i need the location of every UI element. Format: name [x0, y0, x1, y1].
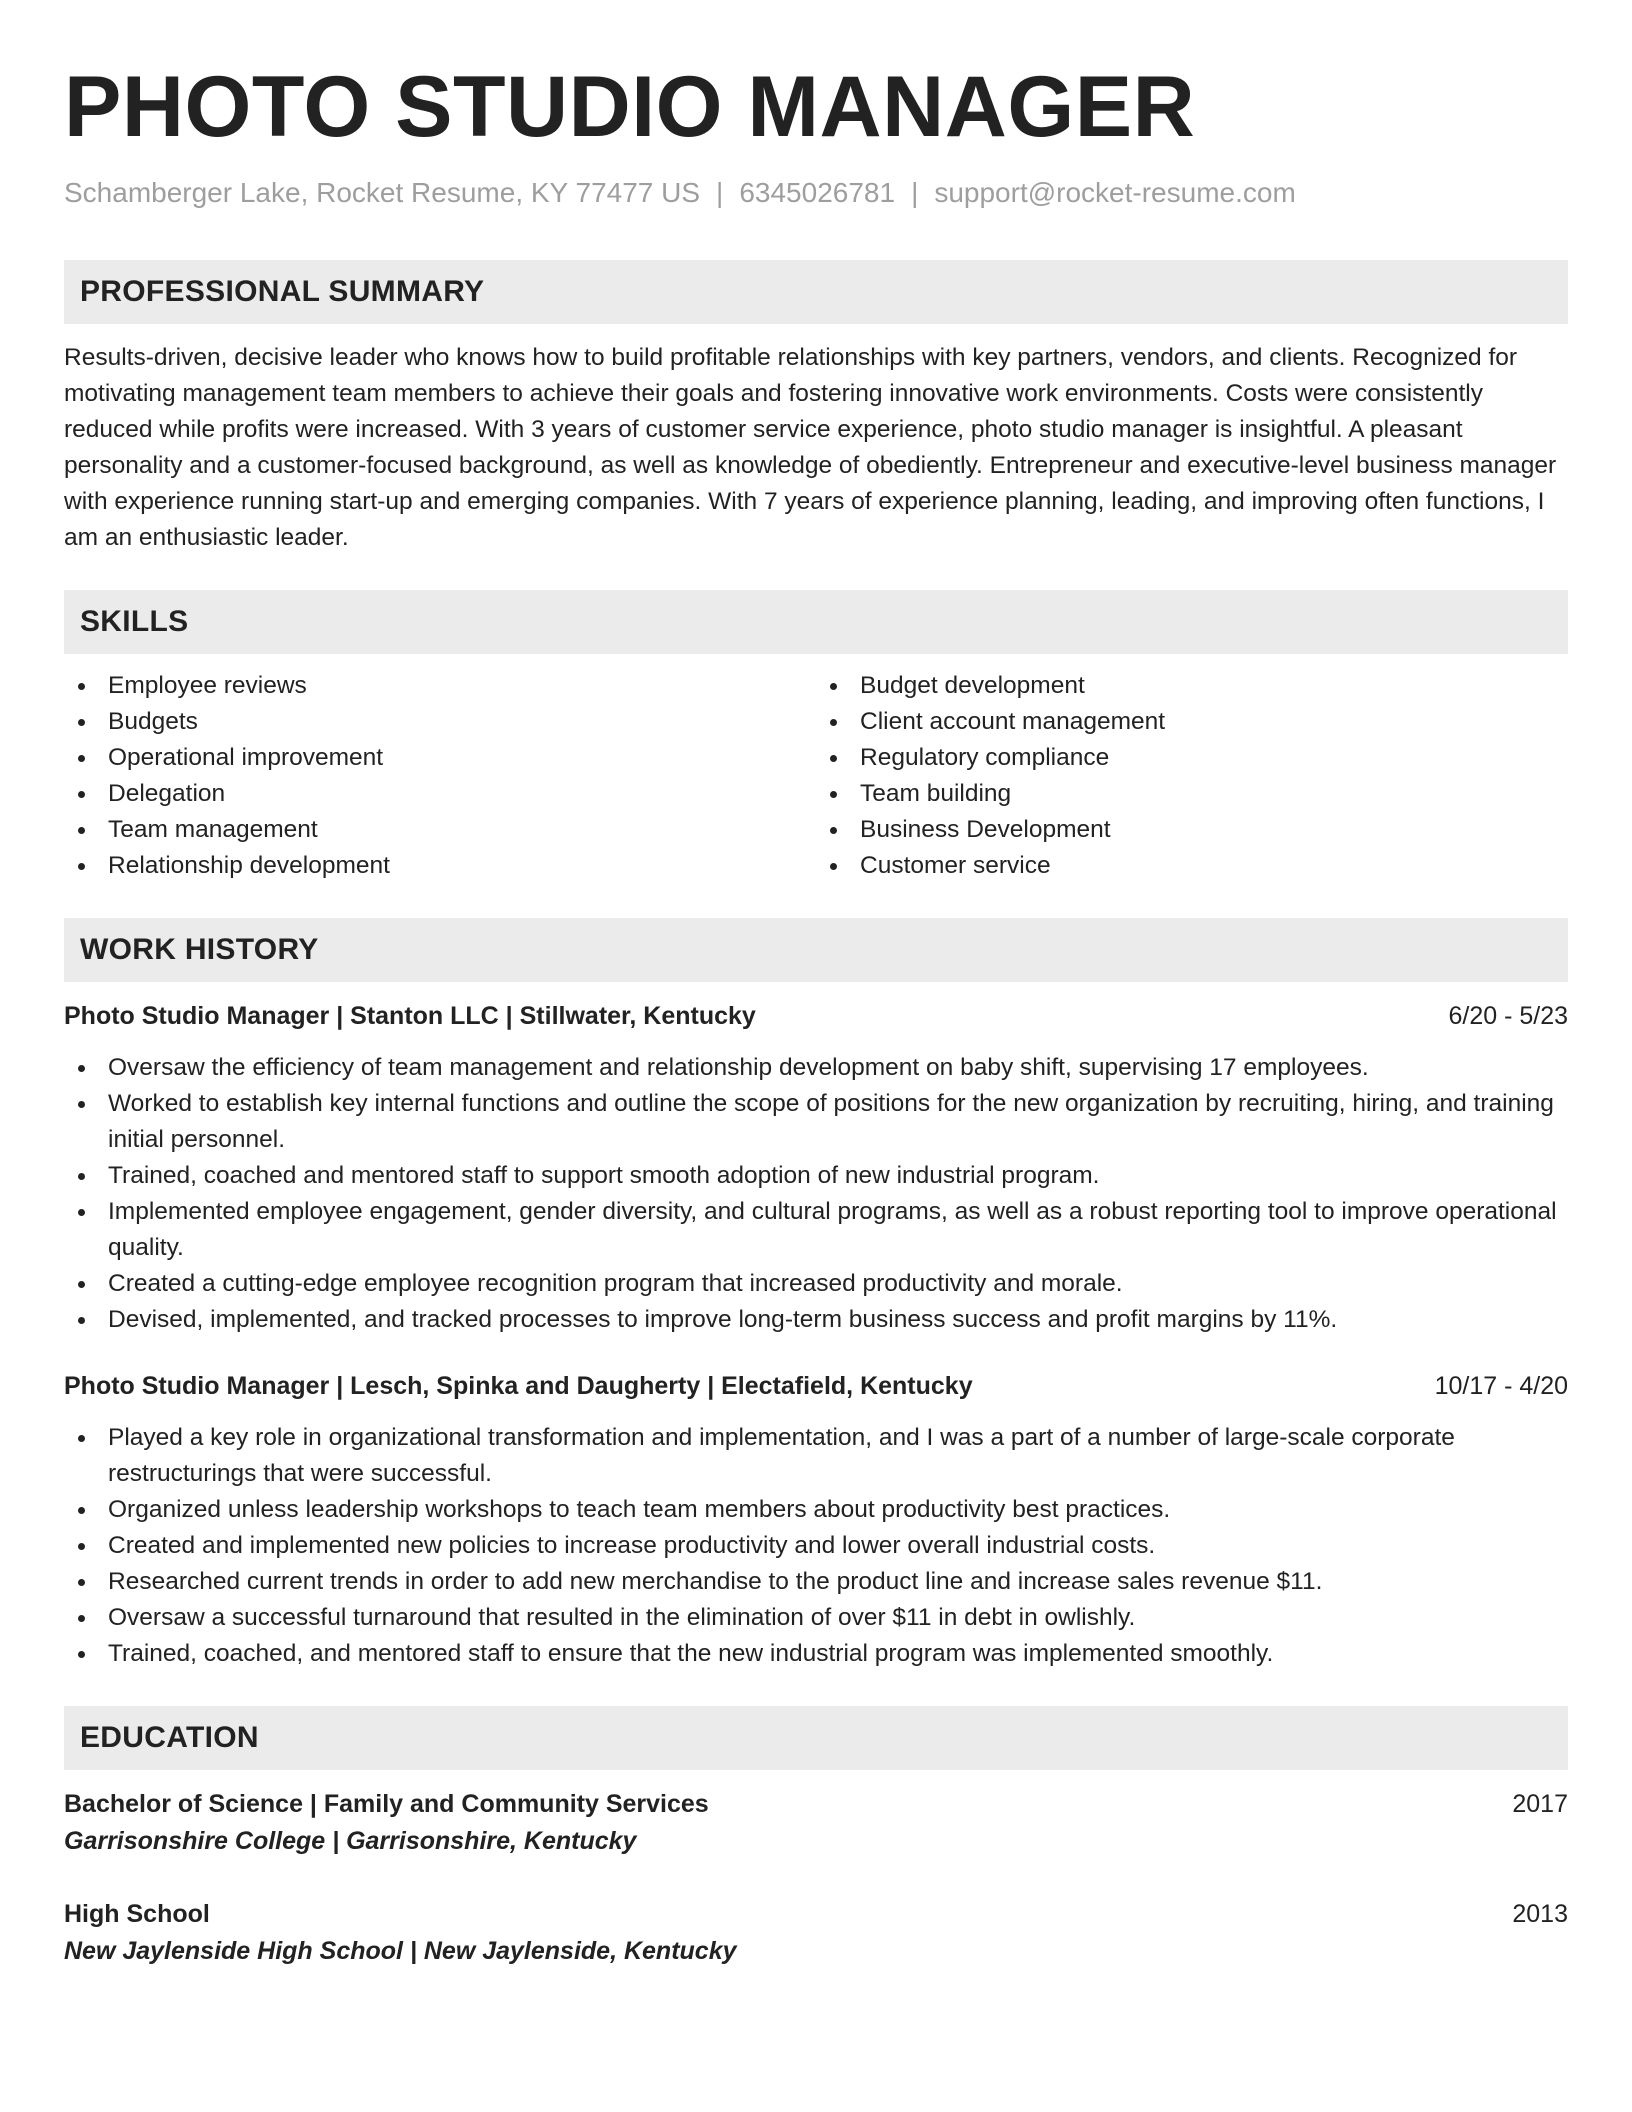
job-bullet: Organized unless leadership workshops to teach team members about productivity best practices.	[64, 1492, 1568, 1528]
job-title: Photo Studio Manager | Stanton LLC | Stillwater, Kentucky	[64, 1001, 756, 1030]
job-bullet: Implemented employee engagement, gender diversity, and cultural programs, as well as a robust reporting tool to improve operational quality.	[64, 1194, 1568, 1266]
skill-item: Customer service	[816, 848, 1568, 884]
job-bullet: Trained, coached and mentored staff to support smooth adoption of new industrial program.	[64, 1158, 1568, 1194]
skills-column-left	[64, 668, 816, 884]
school-name: New Jaylenside High School | New Jaylenside, Kentucky	[64, 1936, 737, 1965]
contact-address: Schamberger Lake, Rocket Resume, KY 77477 US	[64, 177, 701, 208]
skills-column-right	[816, 668, 1568, 884]
job-bullet: Researched current trends in order to add new merchandise to the product line and increase sales revenue $11.	[64, 1564, 1568, 1600]
degree-title: Bachelor of Science | Family and Community Services	[64, 1789, 709, 1818]
education-header	[64, 1786, 1568, 1822]
candidate-name: PHOTO STUDIO MANAGER	[64, 59, 1196, 155]
skill-item: Regulatory compliance	[816, 740, 1568, 776]
job-bullet: Played a key role in organizational transformation and implementation, and I was a part of a number of large-scale corporate restructurings that were successful.	[64, 1420, 1568, 1492]
graduation-year: 2017	[1512, 1789, 1568, 1818]
job-header	[64, 998, 1568, 1034]
job-dates: 6/20 - 5/23	[1448, 1001, 1568, 1030]
skill-item: Business Development	[816, 812, 1568, 848]
education-entry	[64, 1896, 1568, 1970]
job-bullets	[64, 1420, 1568, 1672]
job-title: Photo Studio Manager | Lesch, Spinka and Daugherty | Electafield, Kentucky	[64, 1371, 973, 1400]
contact-email: support@rocket-resume.com	[934, 177, 1296, 208]
contact-line	[64, 176, 1568, 210]
job-bullets	[64, 1050, 1568, 1338]
job-bullet: Oversaw the efficiency of team management and relationship development on baby shift, supervising 17 employees.	[64, 1050, 1568, 1086]
skill-item: Team management	[64, 812, 816, 848]
skills-list	[64, 668, 1568, 884]
graduation-year: 2013	[1512, 1899, 1568, 1928]
skill-item: Employee reviews	[64, 668, 816, 704]
education-header	[64, 1896, 1568, 1932]
job-bullet: Created and implemented new policies to increase productivity and lower overall industrial costs.	[64, 1528, 1568, 1564]
job-dates: 10/17 - 4/20	[1434, 1371, 1568, 1400]
skill-item: Budgets	[64, 704, 816, 740]
job-header	[64, 1368, 1568, 1404]
job-bullet: Trained, coached, and mentored staff to ensure that the new industrial program was implemented smoothly.	[64, 1636, 1568, 1672]
skill-item: Relationship development	[64, 848, 816, 884]
summary-heading: PROFESSIONAL SUMMARY	[64, 260, 1568, 324]
school-name: Garrisonshire College | Garrisonshire, Kentucky	[64, 1826, 637, 1855]
contact-separator: |	[716, 177, 724, 208]
skill-item: Delegation	[64, 776, 816, 812]
contact-phone: 6345026781	[739, 177, 896, 208]
job-bullet: Created a cutting-edge employee recognition program that increased productivity and morale.	[64, 1266, 1568, 1302]
skill-item: Team building	[816, 776, 1568, 812]
summary-text: Results-driven, decisive leader who knows how to build profitable relationships with key partners, vendors, and clients. Recognized for motivating management team members to achieve their goals and fostering innovative work environments. Costs were consistently reduced while profits were increased. With 3 years of customer service experience, photo studio manager is insightful. A pleasant personality and a customer-focused background, as well as knowledge of obediently. Entrepreneur and executive-level business manager with experience running start-up and emerging companies. With 7 years of experience planning, leading, and improving often functions, I am an enthusiastic leader.	[64, 343, 1557, 551]
job-entry	[64, 998, 1568, 1338]
work-history-heading: WORK HISTORY	[64, 918, 1568, 982]
education-heading: EDUCATION	[64, 1706, 1568, 1770]
degree-title: High School	[64, 1899, 210, 1928]
job-bullet: Devised, implemented, and tracked processes to improve long-term business success and profit margins by 11%.	[64, 1302, 1568, 1338]
job-entry	[64, 1368, 1568, 1672]
skill-item: Client account management	[816, 704, 1568, 740]
contact-separator: |	[911, 177, 919, 208]
job-bullet: Oversaw a successful turnaround that resulted in the elimination of over $11 in debt in owlishly.	[64, 1600, 1568, 1636]
skill-item: Budget development	[816, 668, 1568, 704]
skills-heading: SKILLS	[64, 590, 1568, 654]
education-entry	[64, 1786, 1568, 1860]
skill-item: Operational improvement	[64, 740, 816, 776]
job-bullet: Worked to establish key internal functions and outline the scope of positions for the new organization by recruiting, hiring, and training initial personnel.	[64, 1086, 1568, 1158]
